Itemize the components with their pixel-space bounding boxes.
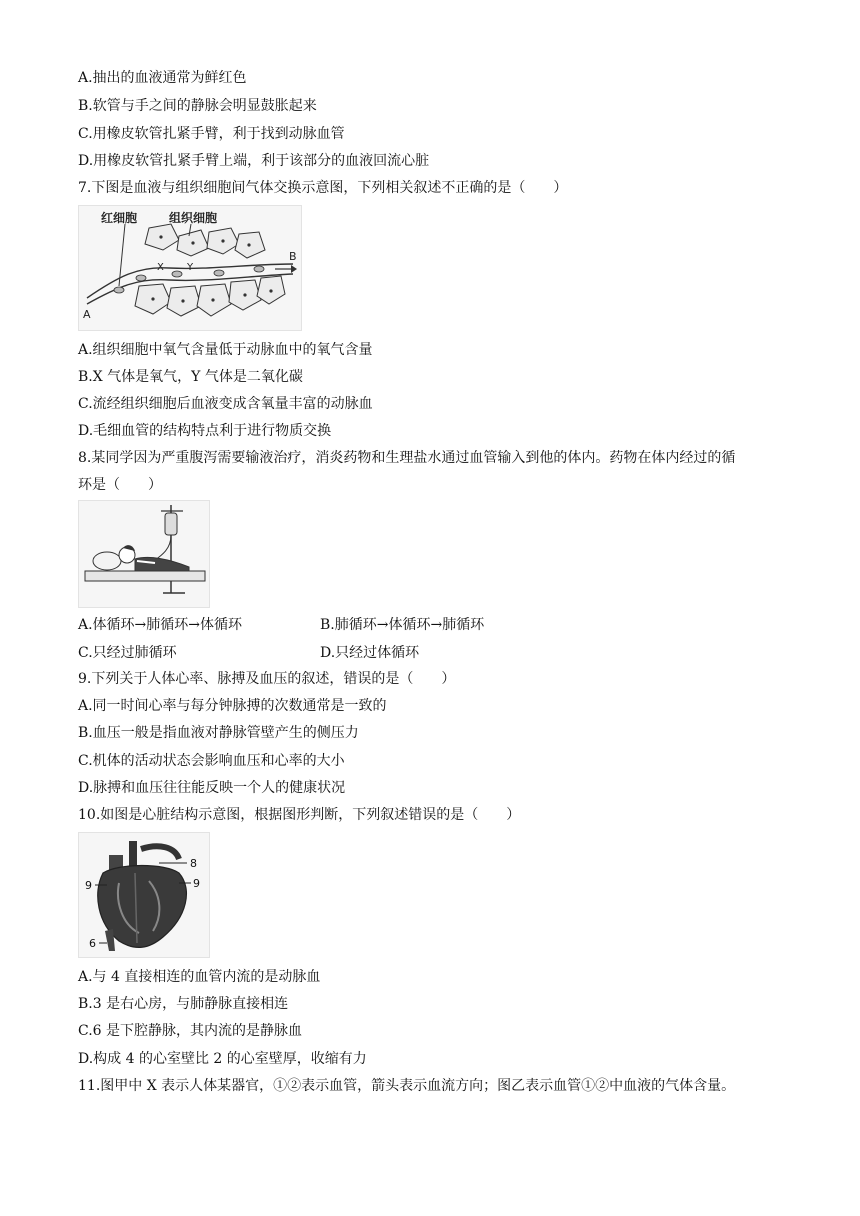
heart-label-6: 6 xyxy=(89,937,96,950)
heart-label-9-right: 9 xyxy=(193,877,200,890)
q7-option-b: B.X 气体是氧气，Y 气体是二氧化碳 xyxy=(78,369,303,385)
q8-option-a: A.体循环→肺循环→体循环 xyxy=(78,617,243,633)
q10-option-a: A.与 4 直接相连的血管内流的是动脉血 xyxy=(78,969,321,985)
q10-option-d: D.构成 4 的心室壁比 2 的心室壁厚，收缩有力 xyxy=(78,1051,367,1067)
q6-option-b: B.软管与手之间的静脉会明显鼓胀起来 xyxy=(78,98,317,114)
label-y: Y xyxy=(187,262,194,273)
q10-option-b: B.3 是右心房，与肺静脉直接相连 xyxy=(78,996,289,1012)
q9-option-c: C.机体的活动状态会影响血压和心率的大小 xyxy=(78,753,345,769)
heart-label-8: 8 xyxy=(190,857,197,870)
q8-option-b: B.肺循环→体循环→肺循环 xyxy=(320,617,485,633)
q8-option-d: D.只经过体循环 xyxy=(320,645,420,661)
q9-option-a: A.同一时间心率与每分钟脉搏的次数通常是一致的 xyxy=(78,698,387,714)
q8-stem-line2: 环是（ ） xyxy=(78,477,162,493)
label-x: X xyxy=(157,262,164,273)
q10-option-c: C.6 是下腔静脉，其内流的是静脉血 xyxy=(78,1023,303,1039)
q10-stem: 10.如图是心脏结构示意图，根据图形判断，下列叙述错误的是（ ） xyxy=(78,807,521,823)
q7-stem: 7.下图是血液与组织细胞间气体交换示意图，下列相关叙述不正确的是（ ） xyxy=(78,180,568,196)
heart-figure xyxy=(78,832,210,958)
q6-option-d: D.用橡皮软管扎紧手臂上端，利于该部分的血液回流心脏 xyxy=(78,153,430,169)
q6-option-c: C.用橡皮软管扎紧手臂，利于找到动脉血管 xyxy=(78,126,345,142)
q8-option-c: C.只经过肺循环 xyxy=(78,645,177,661)
q7-option-d: D.毛细血管的结构特点利于进行物质交换 xyxy=(78,423,332,439)
infusion-figure xyxy=(78,500,210,608)
q11-stem: 11.图甲中 X 表示人体某器官，①②表示血管，箭头表示血流方向；图乙表示血管①②中血液的气体含量。 xyxy=(78,1078,736,1094)
q9-option-b: B.血压一般是指血液对静脉管壁产生的侧压力 xyxy=(78,725,359,741)
q8-stem-line1: 8.某同学因为严重腹泻需要输液治疗，消炎药物和生理盐水通过血管输入到他的体内。药物在体内经过的循 xyxy=(78,450,736,466)
q7-option-c: C.流经组织细胞后血液变成含氧量丰富的动脉血 xyxy=(78,396,373,412)
rbc-label: 红细胞 xyxy=(101,211,138,225)
tissue-cell-label: 组织细胞 xyxy=(169,211,218,225)
q9-stem: 9.下列关于人体心率、脉搏及血压的叙述，错误的是（ ） xyxy=(78,671,456,687)
label-b: B xyxy=(289,250,297,263)
heart-label-9-left: 9 xyxy=(85,879,92,892)
q6-option-a: A.抽出的血液通常为鲜红色 xyxy=(78,70,247,86)
gas-exchange-figure xyxy=(78,205,302,331)
label-a: A xyxy=(83,308,91,321)
q7-option-a: A.组织细胞中氧气含量低于动脉血中的氧气含量 xyxy=(78,342,373,358)
q9-option-d: D.脉搏和血压往往能反映一个人的健康状况 xyxy=(78,780,346,796)
